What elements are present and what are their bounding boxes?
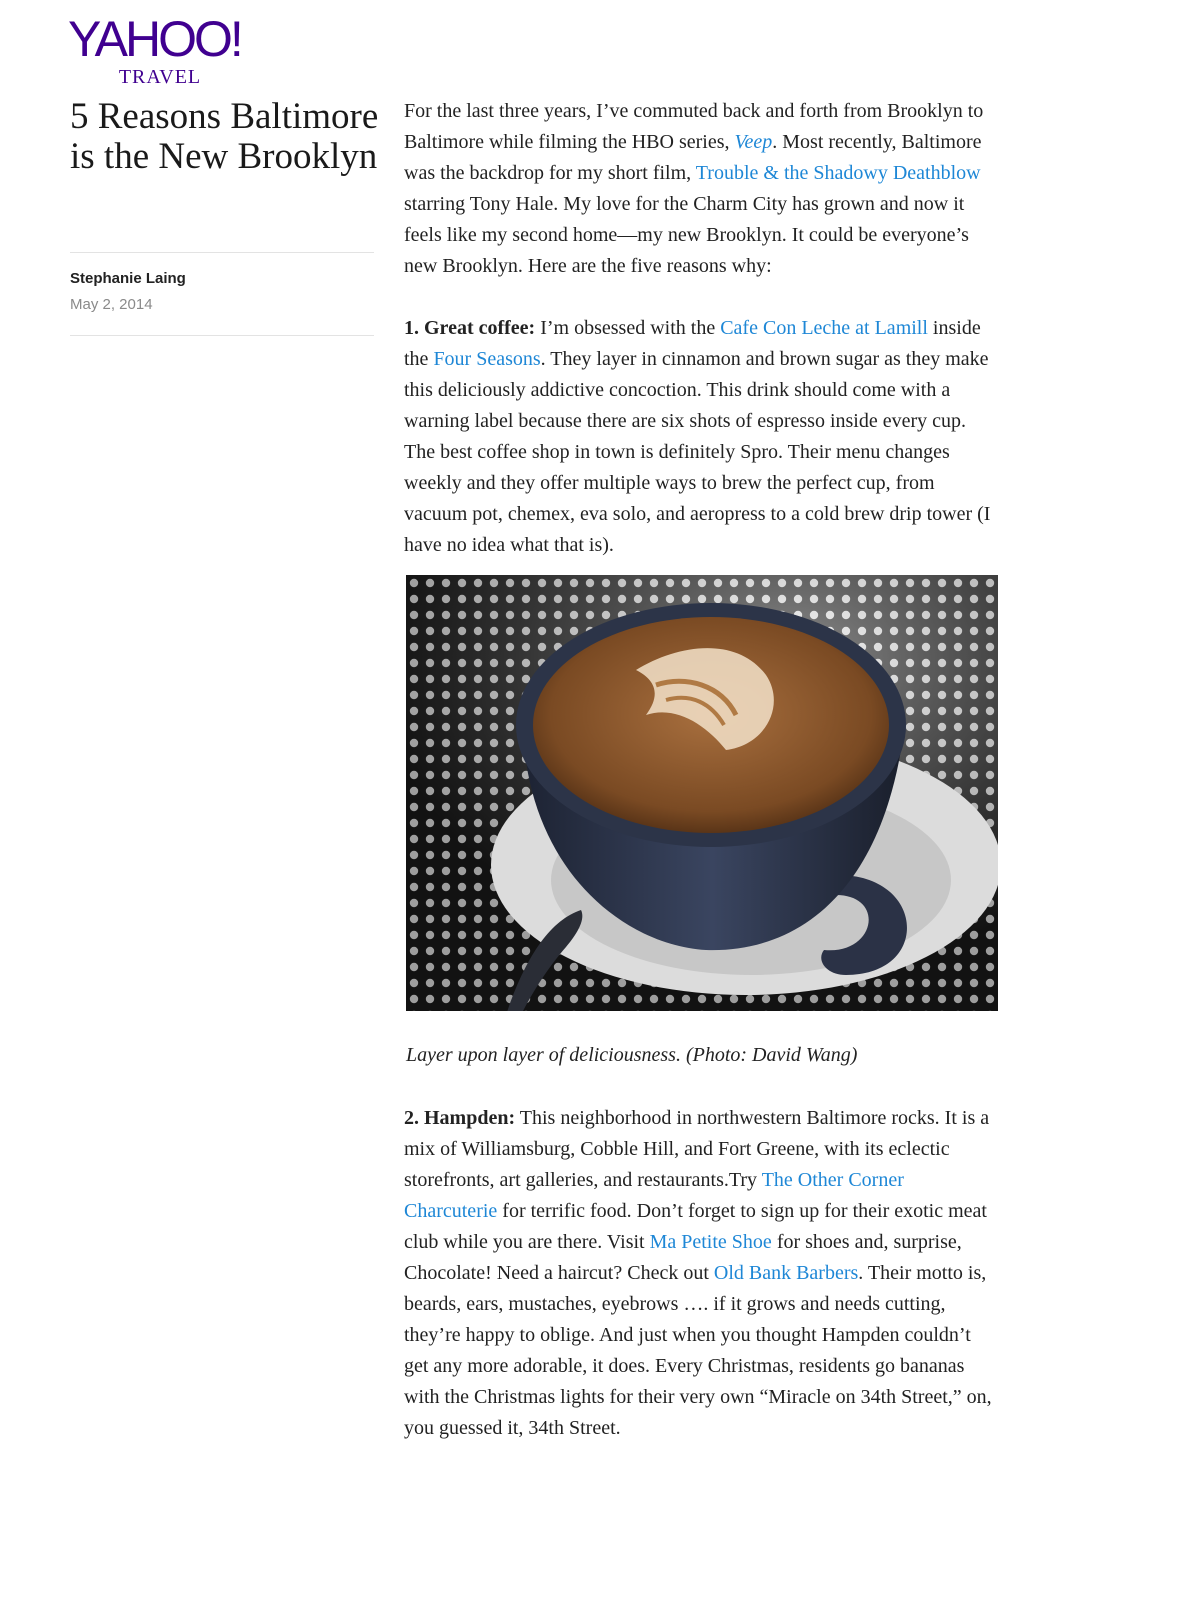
publish-date: May 2, 2014 [70,296,153,313]
reason-2-paragraph: 2. Hampden: This neighborhood in northwestern Baltimore rocks. It is a mix of Williamsburg, Cobble Hill, and Fort Greene, with its eclectic storefronts, art galleries, and restaurants.Try The Other Corner Charcuterie for terrific food. Don’t forget to sign up for their exotic meat club while you are there. Visit Ma Petite Shoe for shoes and, surprise, Chocolate! Need a haircut? Check out Old Bank Barbers. Their motto is, beards, ears, mustaches, eyebrows …. if it grows and needs cutting, they’re happy to oblige. And just when you thought Hampden couldn’t get any more adorable, it does. Every Christmas, residents go bananas with the Christmas lights for their very own “Miracle on 34th Street,” on, you guessed it, 34th Street. [404,1107,992,1439]
author-name[interactable]: Stephanie Laing [70,270,186,287]
intro-paragraph: For the last three years, I’ve commuted back and forth from Brooklyn to Baltimore while filming the HBO series, Veep. Most recently, Baltimore was the backdrop for my short film, Trouble & the Shadowy Deathblow starring Tony Hale. My love for the Charm City has grown and now it feels like my second home—my new Brooklyn. It could be everyone’s new Brooklyn. Here are the five reasons why: [404,100,984,277]
article-body [404,96,1000,1444]
photo-caption: Layer upon layer of deliciousness. (Photo: David Wang) [406,1044,858,1066]
byline-divider-bottom [70,335,374,336]
ma-petite-shoe-link[interactable]: Ma Petite Shoe [649,1231,772,1253]
reason-1-heading: 1. Great coffee: [404,317,536,339]
short-film-link[interactable]: Trouble & the Shadowy Deathblow [695,162,981,184]
four-seasons-link[interactable]: Four Seasons [433,348,541,370]
article-title: 5 Reasons Baltimore is the New Brooklyn [70,96,379,177]
travel-section-label: TRAVEL [118,66,202,88]
veep-link[interactable]: Veep [734,131,773,153]
yahoo-logo-text: YAHOO! [68,11,241,67]
other-corner-charcuterie-link[interactable]: The Other Corner Charcuterie [404,1169,904,1222]
reason-2-heading: 2. Hampden: [404,1107,516,1129]
coffee-cup-photo [406,575,998,1011]
yahoo-travel-logo[interactable] [68,6,268,88]
byline-divider-top [70,252,374,253]
cafe-con-leche-link[interactable]: Cafe Con Leche at Lamill [720,317,928,339]
reason-1-paragraph: 1. Great coffee: I’m obsessed with the Cafe Con Leche at Lamill inside the Four Seasons. They layer in cinnamon and brown sugar as they make this deliciously addictive concoction. This drink should come with a warning label because there are six shots of espresso inside every cup. The best coffee shop in town is definitely Spro. Their menu changes weekly and they offer multiple ways to brew the perfect cup, from vacuum pot, chemex, eva solo, and aeropress to a cold brew drip tower (I have no idea what that is). [404,317,991,556]
old-bank-barbers-link[interactable]: Old Bank Barbers [713,1262,859,1284]
